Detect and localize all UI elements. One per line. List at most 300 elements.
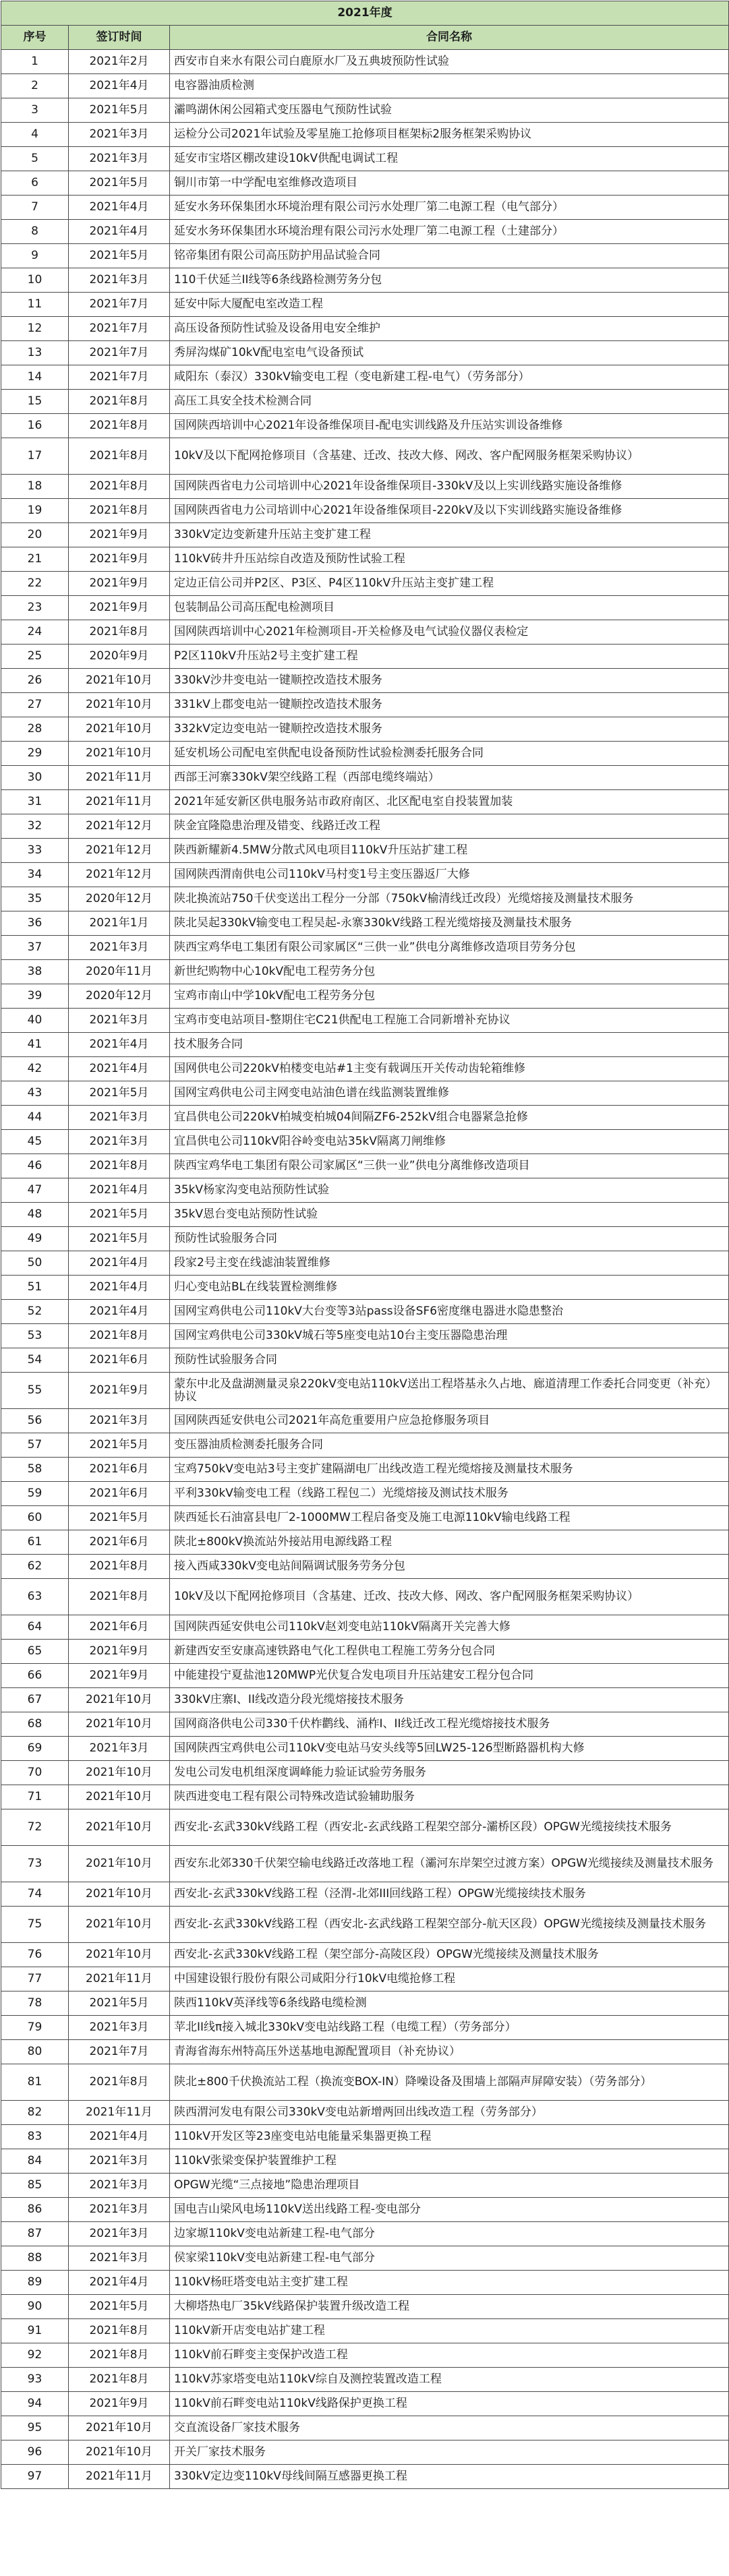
row-sign-date: 2021年10月 (69, 1882, 170, 1907)
row-contract-name: 110kV前石畔变主变保护改造工程 (170, 2343, 729, 2368)
row-sign-date: 2021年12月 (69, 814, 170, 839)
row-contract-name: 预防性试验服务合同 (170, 1348, 729, 1373)
row-sign-date: 2021年9月 (69, 572, 170, 596)
row-sign-date: 2021年8月 (69, 620, 170, 645)
row-contract-name: 国网宝鸡供电公司110kV大台变等3站pass设备SF6密度继电器进水隐患整治 (170, 1300, 729, 1324)
table-row (1, 123, 729, 147)
row-index: 39 (1, 984, 69, 1009)
table-row (1, 742, 729, 766)
table-row (1, 1943, 729, 1967)
row-sign-date: 2021年9月 (69, 523, 170, 547)
row-sign-date: 2021年4月 (69, 2125, 170, 2149)
table-row (1, 2319, 729, 2343)
row-index: 59 (1, 1482, 69, 1506)
table-row (1, 572, 729, 596)
row-sign-date: 2021年4月 (69, 1300, 170, 1324)
row-contract-name: 陕西宝鸡华电工集团有限公司家属区“三供一业”供电分离维修改造项目 (170, 1154, 729, 1178)
row-contract-name: 110kV苏家塔变电站110kV综自及测控装置改造工程 (170, 2368, 729, 2392)
row-contract-name: 延安机场公司配电室供配电设备预防性试验检测委托服务合同 (170, 742, 729, 766)
table-row (1, 365, 729, 390)
row-contract-name: 国电吉山梁风电场110kV送出线路工程-变电部分 (170, 2198, 729, 2222)
row-sign-date: 2021年8月 (69, 2319, 170, 2343)
row-sign-date: 2021年7月 (69, 2040, 170, 2064)
row-index: 12 (1, 317, 69, 341)
row-contract-name: 国网陕西省电力公司培训中心2021年设备维保项目-330kV及以上实训线路实施设备维修 (170, 475, 729, 499)
table-row (1, 2101, 729, 2125)
row-index: 15 (1, 390, 69, 414)
row-contract-name: 10kV及以下配网抢修项目（含基建、迁改、技改大修、网改、客户配网服务框架采购协议） (170, 1579, 729, 1615)
row-contract-name: 陕北±800kV换流站外接站用电源线路工程 (170, 1530, 729, 1555)
table-row (1, 414, 729, 438)
row-contract-name: 咸阳东（泰汉）330kV输变电工程（变电新建工程-电气）（劳务部分） (170, 365, 729, 390)
row-index: 68 (1, 1712, 69, 1737)
row-contract-name: 变压器油质检测委托服务合同 (170, 1433, 729, 1458)
row-index: 30 (1, 766, 69, 790)
row-index: 97 (1, 2465, 69, 2489)
row-sign-date: 2021年8月 (69, 475, 170, 499)
row-sign-date: 2021年5月 (69, 1506, 170, 1530)
row-index: 95 (1, 2416, 69, 2440)
row-index: 1 (1, 50, 69, 74)
row-contract-name: 包装制品公司高压配电检测项目 (170, 596, 729, 620)
row-index: 44 (1, 1106, 69, 1130)
row-index: 80 (1, 2040, 69, 2064)
row-sign-date: 2020年11月 (69, 960, 170, 984)
row-sign-date: 2021年3月 (69, 1009, 170, 1033)
row-contract-name: 宝鸡750kV变电站3号主变扩建隔湖电厂出线改造工程光缆熔接及测量技术服务 (170, 1458, 729, 1482)
row-contract-name: 陕北吴起330kV输变电工程吴起-永寨330kV线路工程光缆熔接及测量技术服务 (170, 911, 729, 936)
row-index: 37 (1, 936, 69, 960)
row-contract-name: 延安市宝塔区棚改建设10kV供配电调试工程 (170, 147, 729, 171)
row-contract-name: 西安北-玄武330kV线路工程（架空部分-高陵区段）OPGW光缆接续及测量技术服务 (170, 1943, 729, 1967)
row-contract-name: 归心变电站BL在线装置检测维修 (170, 1276, 729, 1300)
table-row (1, 317, 729, 341)
row-index: 48 (1, 1203, 69, 1227)
row-contract-name: 陕西渭河发电有限公司330kV变电站新增两回出线改造工程（劳务部分） (170, 2101, 729, 2125)
table-row (1, 2392, 729, 2416)
row-sign-date: 2021年4月 (69, 74, 170, 98)
row-contract-name: 延安水务环保集团水环境治理有限公司污水处理厂第二电源工程（电气部分） (170, 196, 729, 220)
row-contract-name: 宝鸡市南山中学10kV配电工程劳务分包 (170, 984, 729, 1009)
row-index: 32 (1, 814, 69, 839)
row-contract-name: 35kV杨家沟变电站预防性试验 (170, 1178, 729, 1203)
row-sign-date: 2021年7月 (69, 293, 170, 317)
row-index: 89 (1, 2271, 69, 2295)
row-contract-name: 10kV及以下配网抢修项目（含基建、迁改、技改大修、网改、客户配网服务框架采购协议） (170, 438, 729, 475)
table-row (1, 1506, 729, 1530)
table-row (1, 620, 729, 645)
header-contract-name: 合同名称 (170, 26, 729, 50)
row-index: 77 (1, 1967, 69, 1991)
row-index: 33 (1, 839, 69, 863)
row-index: 96 (1, 2440, 69, 2465)
row-sign-date: 2021年7月 (69, 341, 170, 365)
table-row (1, 1761, 729, 1785)
row-sign-date: 2021年8月 (69, 438, 170, 475)
row-sign-date: 2021年9月 (69, 2392, 170, 2416)
table-row (1, 2064, 729, 2101)
table-row (1, 1712, 729, 1737)
table-title-row (1, 1, 729, 26)
row-index: 24 (1, 620, 69, 645)
row-index: 31 (1, 790, 69, 814)
row-contract-name: 接入西咸330kV变电站间隔调试服务劳务分包 (170, 1555, 729, 1579)
row-contract-name: 开关厂家技术服务 (170, 2440, 729, 2465)
row-sign-date: 2021年10月 (69, 1809, 170, 1846)
row-index: 53 (1, 1324, 69, 1348)
row-index: 90 (1, 2295, 69, 2319)
row-contract-name: 交直流设备厂家技术服务 (170, 2416, 729, 2440)
row-index: 16 (1, 414, 69, 438)
table-row (1, 171, 729, 196)
row-sign-date: 2021年3月 (69, 2222, 170, 2246)
row-index: 4 (1, 123, 69, 147)
row-sign-date: 2021年2月 (69, 50, 170, 74)
row-index: 85 (1, 2174, 69, 2198)
row-index: 70 (1, 1761, 69, 1785)
row-sign-date: 2021年4月 (69, 1276, 170, 1300)
row-sign-date: 2021年4月 (69, 1178, 170, 1203)
table-row (1, 1482, 729, 1506)
header-index: 序号 (1, 26, 69, 50)
row-index: 55 (1, 1373, 69, 1409)
table-row (1, 2295, 729, 2319)
table-row (1, 220, 729, 244)
row-index: 93 (1, 2368, 69, 2392)
table-row (1, 2440, 729, 2465)
row-index: 34 (1, 863, 69, 887)
table-row (1, 390, 729, 414)
row-index: 36 (1, 911, 69, 936)
row-contract-name: 西安北-玄武330kV线路工程（西安北-玄武线路工程架空部分-航天区段）OPGW光缆接续及测量技术服务 (170, 1907, 729, 1943)
row-contract-name: 灞鸣湖休闲公园箱式变压器电气预防性试验 (170, 98, 729, 123)
row-contract-name: 110kV砖井升压站综自改造及预防性试验工程 (170, 547, 729, 572)
row-sign-date: 2021年8月 (69, 2343, 170, 2368)
row-contract-name: 330kV沙井变电站一键顺控改造技术服务 (170, 669, 729, 693)
row-sign-date: 2021年4月 (69, 2271, 170, 2295)
row-index: 14 (1, 365, 69, 390)
row-sign-date: 2021年5月 (69, 244, 170, 268)
row-contract-name: 蒙东中北及盘湖测量灵泉220kV变电站110kV送出工程塔基永久占地、廊道清理工作委托合同变更（补充）协议 (170, 1373, 729, 1409)
row-sign-date: 2021年1月 (69, 911, 170, 936)
row-contract-name: 2021年延安新区供电服务站市政府南区、北区配电室自投装置加装 (170, 790, 729, 814)
row-index: 76 (1, 1943, 69, 1967)
row-sign-date: 2021年10月 (69, 669, 170, 693)
table-row (1, 1737, 729, 1761)
table-row (1, 1433, 729, 1458)
row-sign-date: 2021年8月 (69, 1324, 170, 1348)
row-index: 10 (1, 268, 69, 293)
row-index: 54 (1, 1348, 69, 1373)
row-index: 29 (1, 742, 69, 766)
table-row (1, 98, 729, 123)
row-index: 66 (1, 1664, 69, 1688)
row-sign-date: 2020年12月 (69, 887, 170, 911)
row-index: 86 (1, 2198, 69, 2222)
table-row (1, 936, 729, 960)
table-row (1, 1664, 729, 1688)
row-contract-name: 国网供电公司220kV柏楼变电站#1主变有载调压开关传动齿轮箱维修 (170, 1057, 729, 1081)
table-row (1, 547, 729, 572)
row-contract-name: 运检分公司2021年试验及零星施工抢修项目框架标2服务框架采购协议 (170, 123, 729, 147)
table-row (1, 911, 729, 936)
table-row (1, 596, 729, 620)
row-contract-name: 国网宝鸡供电公司主网变电站油色谱在线监测装置维修 (170, 1081, 729, 1106)
row-contract-name: 陕北换流站750千伏变送出工程分一分部（750kV榆清线迁改段）光缆熔接及测量技术服务 (170, 887, 729, 911)
table-row (1, 2016, 729, 2040)
row-sign-date: 2021年10月 (69, 2416, 170, 2440)
row-sign-date: 2021年10月 (69, 1712, 170, 1737)
row-contract-name: 延安中际大厦配电室改造工程 (170, 293, 729, 317)
row-sign-date: 2021年9月 (69, 596, 170, 620)
row-contract-name: 国网宝鸡供电公司330kV城石等5座变电站10台主变压器隐患治理 (170, 1324, 729, 1348)
table-row (1, 863, 729, 887)
row-contract-name: 高压设备预防性试验及设备用电安全维护 (170, 317, 729, 341)
table-row (1, 766, 729, 790)
row-index: 73 (1, 1846, 69, 1882)
row-index: 81 (1, 2064, 69, 2101)
row-sign-date: 2021年5月 (69, 2295, 170, 2319)
row-sign-date: 2021年4月 (69, 1251, 170, 1276)
row-contract-name: OPGW光缆“三点接地”隐患治理项目 (170, 2174, 729, 2198)
row-sign-date: 2021年5月 (69, 1433, 170, 1458)
table-row (1, 196, 729, 220)
row-sign-date: 2021年6月 (69, 1348, 170, 1373)
row-index: 88 (1, 2246, 69, 2271)
row-sign-date: 2021年8月 (69, 390, 170, 414)
table-row (1, 2125, 729, 2149)
row-index: 51 (1, 1276, 69, 1300)
row-sign-date: 2021年3月 (69, 1737, 170, 1761)
row-index: 18 (1, 475, 69, 499)
row-contract-name: 秀屏沟煤矿10kV配电室电气设备预试 (170, 341, 729, 365)
row-index: 19 (1, 499, 69, 523)
table-row (1, 2465, 729, 2489)
row-sign-date: 2021年11月 (69, 2101, 170, 2125)
table-row (1, 2149, 729, 2174)
row-sign-date: 2021年4月 (69, 1057, 170, 1081)
table-row (1, 1154, 729, 1178)
table-row (1, 2271, 729, 2295)
row-index: 47 (1, 1178, 69, 1203)
row-index: 22 (1, 572, 69, 596)
table-row (1, 523, 729, 547)
row-contract-name: 西安市自来水有限公司白鹿原水厂及五典坡预防性试验 (170, 50, 729, 74)
table-row (1, 1300, 729, 1324)
header-sign-date: 签订时间 (69, 26, 170, 50)
row-sign-date: 2020年12月 (69, 984, 170, 1009)
table-body (1, 50, 729, 2489)
table-row (1, 1081, 729, 1106)
row-sign-date: 2021年8月 (69, 2368, 170, 2392)
row-sign-date: 2021年11月 (69, 2465, 170, 2489)
row-contract-name: 国网陕西延安供电公司110kV赵刘变电站110kV隔离开关完善大修 (170, 1615, 729, 1640)
row-sign-date: 2021年4月 (69, 220, 170, 244)
row-index: 38 (1, 960, 69, 984)
row-index: 21 (1, 547, 69, 572)
table-row (1, 2246, 729, 2271)
row-index: 69 (1, 1737, 69, 1761)
row-contract-name: 330kV定边变110kV母线间隔互感器更换工程 (170, 2465, 729, 2489)
table-row (1, 2343, 729, 2368)
row-contract-name: 332kV定边变电站一键顺控改造技术服务 (170, 717, 729, 742)
row-sign-date: 2021年4月 (69, 1033, 170, 1057)
table-row (1, 1033, 729, 1057)
row-contract-name: 110kV前石畔变电站110kV线路保护更换工程 (170, 2392, 729, 2416)
row-sign-date: 2021年8月 (69, 499, 170, 523)
table-row (1, 244, 729, 268)
table-row (1, 1907, 729, 1943)
table-row (1, 1555, 729, 1579)
row-sign-date: 2021年12月 (69, 863, 170, 887)
row-contract-name: 国网陕西渭南供电公司110kV马村变1号主变压器返厂大修 (170, 863, 729, 887)
table-row (1, 2040, 729, 2064)
row-sign-date: 2021年6月 (69, 1482, 170, 1506)
row-index: 87 (1, 2222, 69, 2246)
table-row (1, 717, 729, 742)
table-row (1, 1785, 729, 1809)
row-index: 67 (1, 1688, 69, 1712)
row-index: 62 (1, 1555, 69, 1579)
row-contract-name: 技术服务合同 (170, 1033, 729, 1057)
row-index: 2 (1, 74, 69, 98)
row-contract-name: 国网商洛供电公司330千伏柞鹳线、涌柞I、II线迁改工程光缆熔接技术服务 (170, 1712, 729, 1737)
row-sign-date: 2021年9月 (69, 1373, 170, 1409)
table-row (1, 1991, 729, 2016)
row-index: 78 (1, 1991, 69, 2016)
row-contract-name: 平利330kV输变电工程（线路工程包二）光缆熔接及测试技术服务 (170, 1482, 729, 1506)
row-sign-date: 2021年10月 (69, 2440, 170, 2465)
row-index: 71 (1, 1785, 69, 1809)
row-contract-name: 国网陕西培训中心2021年检测项目-开关检修及电气试验仪器仪表检定 (170, 620, 729, 645)
row-sign-date: 2021年8月 (69, 1555, 170, 1579)
row-sign-date: 2021年6月 (69, 1615, 170, 1640)
row-index: 65 (1, 1640, 69, 1664)
row-index: 27 (1, 693, 69, 717)
table-row (1, 293, 729, 317)
table-row (1, 1251, 729, 1276)
row-contract-name: 330kV定边变新建升压站主变扩建工程 (170, 523, 729, 547)
row-index: 7 (1, 196, 69, 220)
row-contract-name: 定边正信公司并P2区、P3区、P4区110kV升压站主变扩建工程 (170, 572, 729, 596)
row-contract-name: 110kV开发区等23座变电站电能量采集器更换工程 (170, 2125, 729, 2149)
row-index: 28 (1, 717, 69, 742)
row-index: 3 (1, 98, 69, 123)
row-sign-date: 2021年10月 (69, 1761, 170, 1785)
row-sign-date: 2021年8月 (69, 1579, 170, 1615)
table-row (1, 1615, 729, 1640)
row-index: 83 (1, 2125, 69, 2149)
row-contract-name: 陕北±800千伏换流站工程（换流变BOX-IN）降噪设备及围墙上部隔声屏障安装）（劳务部分） (170, 2064, 729, 2101)
row-index: 58 (1, 1458, 69, 1482)
table-row (1, 814, 729, 839)
table-row (1, 887, 729, 911)
row-contract-name: 330kV庄寨I、II线改造分段光缆熔接技术服务 (170, 1688, 729, 1712)
row-index: 56 (1, 1409, 69, 1433)
table-row (1, 268, 729, 293)
row-sign-date: 2021年5月 (69, 1081, 170, 1106)
row-contract-name: 110kV新开店变电站扩建工程 (170, 2319, 729, 2343)
row-index: 41 (1, 1033, 69, 1057)
row-sign-date: 2021年3月 (69, 268, 170, 293)
table-row (1, 1227, 729, 1251)
row-sign-date: 2021年8月 (69, 1154, 170, 1178)
row-contract-name: 苹北II线π接入城北330kV变电站线路工程（电缆工程）（劳务部分） (170, 2016, 729, 2040)
row-sign-date: 2021年3月 (69, 2246, 170, 2271)
row-index: 91 (1, 2319, 69, 2343)
row-sign-date: 2021年8月 (69, 2064, 170, 2101)
row-contract-name: 西安东北郊330千伏架空输电线路迁改落地工程（灞河东岸架空过渡方案）OPGW光缆接续及测量技术服务 (170, 1846, 729, 1882)
row-contract-name: 青海省海东州特高压外送基地电源配置项目（补充协议） (170, 2040, 729, 2064)
row-contract-name: 中能建投宁夏盐池120MWP光伏复合发电项目升压站建安工程分包合同 (170, 1664, 729, 1688)
row-index: 79 (1, 2016, 69, 2040)
row-sign-date: 2021年10月 (69, 742, 170, 766)
row-sign-date: 2021年5月 (69, 1991, 170, 2016)
row-index: 6 (1, 171, 69, 196)
table-row (1, 1130, 729, 1154)
row-index: 25 (1, 645, 69, 669)
row-contract-name: 西部王河寨330kV架空线路工程（西部电缆终端站） (170, 766, 729, 790)
table-row (1, 960, 729, 984)
row-sign-date: 2021年11月 (69, 1967, 170, 1991)
row-sign-date: 2021年3月 (69, 1106, 170, 1130)
row-sign-date: 2021年10月 (69, 693, 170, 717)
row-sign-date: 2021年3月 (69, 1409, 170, 1433)
row-contract-name: 新世纪购物中心10kV配电工程劳务分包 (170, 960, 729, 984)
row-contract-name: 新建西安至安康高速铁路电气化工程供电工程施工劳务分包合同 (170, 1640, 729, 1664)
row-sign-date: 2021年3月 (69, 936, 170, 960)
row-index: 74 (1, 1882, 69, 1907)
row-sign-date: 2021年3月 (69, 1130, 170, 1154)
row-sign-date: 2021年10月 (69, 717, 170, 742)
row-index: 46 (1, 1154, 69, 1178)
row-index: 94 (1, 2392, 69, 2416)
table-row (1, 839, 729, 863)
row-contract-name: 预防性试验服务合同 (170, 1227, 729, 1251)
table-row (1, 1178, 729, 1203)
row-sign-date: 2021年9月 (69, 1640, 170, 1664)
row-sign-date: 2021年10月 (69, 1688, 170, 1712)
row-sign-date: 2021年10月 (69, 1943, 170, 1967)
row-sign-date: 2021年3月 (69, 147, 170, 171)
table-row (1, 50, 729, 74)
row-index: 64 (1, 1615, 69, 1640)
table-row (1, 147, 729, 171)
row-contract-name: 331kV上郡变电站一键顺控改造技术服务 (170, 693, 729, 717)
row-sign-date: 2021年3月 (69, 2174, 170, 2198)
row-sign-date: 2021年9月 (69, 547, 170, 572)
row-contract-name: 陕金宜隆隐患治理及错变、线路迁改工程 (170, 814, 729, 839)
row-contract-name: 延安水务环保集团水环境治理有限公司污水处理厂第二电源工程（土建部分） (170, 220, 729, 244)
row-index: 17 (1, 438, 69, 475)
row-index: 26 (1, 669, 69, 693)
row-index: 45 (1, 1130, 69, 1154)
row-contract-name: 西安北-玄武330kV线路工程（西安北-玄武线路工程架空部分-灞桥区段）OPGW光缆接续技术服务 (170, 1809, 729, 1846)
row-contract-name: 宜昌供电公司110kV阳谷岭变电站35kV隔离刀闸维修 (170, 1130, 729, 1154)
row-index: 52 (1, 1300, 69, 1324)
row-sign-date: 2021年10月 (69, 1785, 170, 1809)
row-index: 23 (1, 596, 69, 620)
contract-table (1, 1, 729, 2489)
table-row (1, 1203, 729, 1227)
table-row (1, 2416, 729, 2440)
row-contract-name: 宝鸡市变电站项目-整期住宅C21供配电工程施工合同新增补充协议 (170, 1009, 729, 1033)
table-row (1, 2368, 729, 2392)
row-sign-date: 2021年3月 (69, 123, 170, 147)
row-sign-date: 2021年5月 (69, 171, 170, 196)
row-contract-name: P2区110kV升压站2号主变扩建工程 (170, 645, 729, 669)
row-sign-date: 2021年10月 (69, 1846, 170, 1882)
